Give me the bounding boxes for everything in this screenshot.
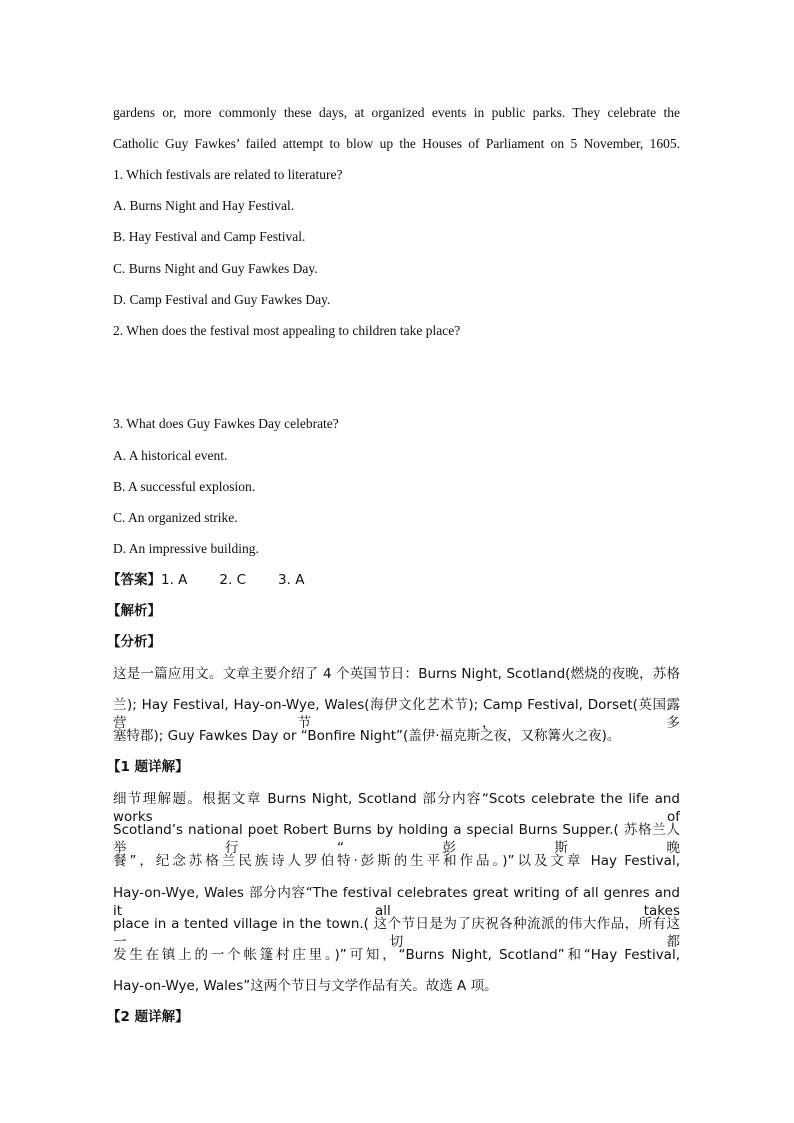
detail-1-line-2: Scotland’s national poet Robert Burns by holding a special Burns Supper.( 苏格兰人举行“彭斯晚 xyxy=(113,822,680,856)
detail-1-line-3: 餐”，纪念苏格兰民族诗人罗伯特·彭斯的生平和作品。)”以及文章 Hay Festival, xyxy=(113,853,680,869)
answer-item-1: 1. A xyxy=(161,572,188,588)
fenxi-line-1: 这是一篇应用文。文章主要介绍了 4 个英国节日：Burns Night, Scotland(燃烧的夜晚，苏格 xyxy=(113,666,680,682)
fenxi-line-3: 塞特郡); Guy Fawkes Day or “Bonfire Night”(盖伊·福克斯之夜，又称篝火之夜)。 xyxy=(113,728,621,744)
detail-1-line-6: 发生在镇上的一个帐篷村庄里。)”可知，“Burns Night, Scotland”和“Hay Festival, xyxy=(113,947,680,963)
passage-line-1: gardens or, more commonly these days, at organized events in public parks. They celebrate the xyxy=(113,105,680,120)
question-3-option-c: C. An organized strike. xyxy=(113,510,238,525)
detail-1-line-7: Hay-on-Wye, Wales”这两个节日与文学作品有关。故选 A 项。 xyxy=(113,978,498,994)
question-1-option-d: D. Camp Festival and Guy Fawkes Day. xyxy=(113,292,331,307)
passage-line-2: Catholic Guy Fawkes’ failed attempt to blow up the Houses of Parliament on 5 November, 1605. xyxy=(113,136,680,151)
answer-row xyxy=(107,571,674,589)
question-1-stem: 1. Which festivals are related to literature? xyxy=(113,167,343,182)
detail-1-line-1: 细节理解题。根据文章 Burns Night, Scotland 部分内容“Scots celebrate the life and works of xyxy=(113,791,680,825)
question-3-option-a: A. A historical event. xyxy=(113,448,228,463)
answer-label: 【答案】 xyxy=(107,572,161,588)
question-2-stem: 2. When does the festival most appealing to children take place? xyxy=(113,323,461,338)
answer-item-2: 2. C xyxy=(219,572,247,588)
detail-2-label: 【2 题详解】 xyxy=(107,1009,189,1025)
fenxi-line-2: 兰); Hay Festival, Hay-on-Wye, Wales(海伊文化艺术节); Camp Festival, Dorset(英国露营节，多 xyxy=(113,697,680,731)
detail-1-line-5: place in a tented village in the town.( 这个节日是为了庆祝各种流派的伟大作品，所有这一切都 xyxy=(113,916,680,950)
detail-1-label: 【1 题详解】 xyxy=(107,759,189,775)
question-1-option-c: C. Burns Night and Guy Fawkes Day. xyxy=(113,261,318,276)
question-1-option-b: B. Hay Festival and Camp Festival. xyxy=(113,229,306,244)
detail-1-line-4: Hay-on-Wye, Wales 部分内容“The festival celebrates great writing of all genres and it all takes xyxy=(113,885,680,919)
question-3-stem: 3. What does Guy Fawkes Day celebrate? xyxy=(113,416,339,431)
question-3-option-d: D. An impressive building. xyxy=(113,541,259,556)
analysis-label: 【解析】 xyxy=(107,603,161,619)
question-3-option-b: B. A successful explosion. xyxy=(113,479,256,494)
answer-item-3: 3. A xyxy=(278,572,305,588)
question-1-option-a: A. Burns Night and Hay Festival. xyxy=(113,198,295,213)
fenxi-label: 【分析】 xyxy=(107,634,161,650)
